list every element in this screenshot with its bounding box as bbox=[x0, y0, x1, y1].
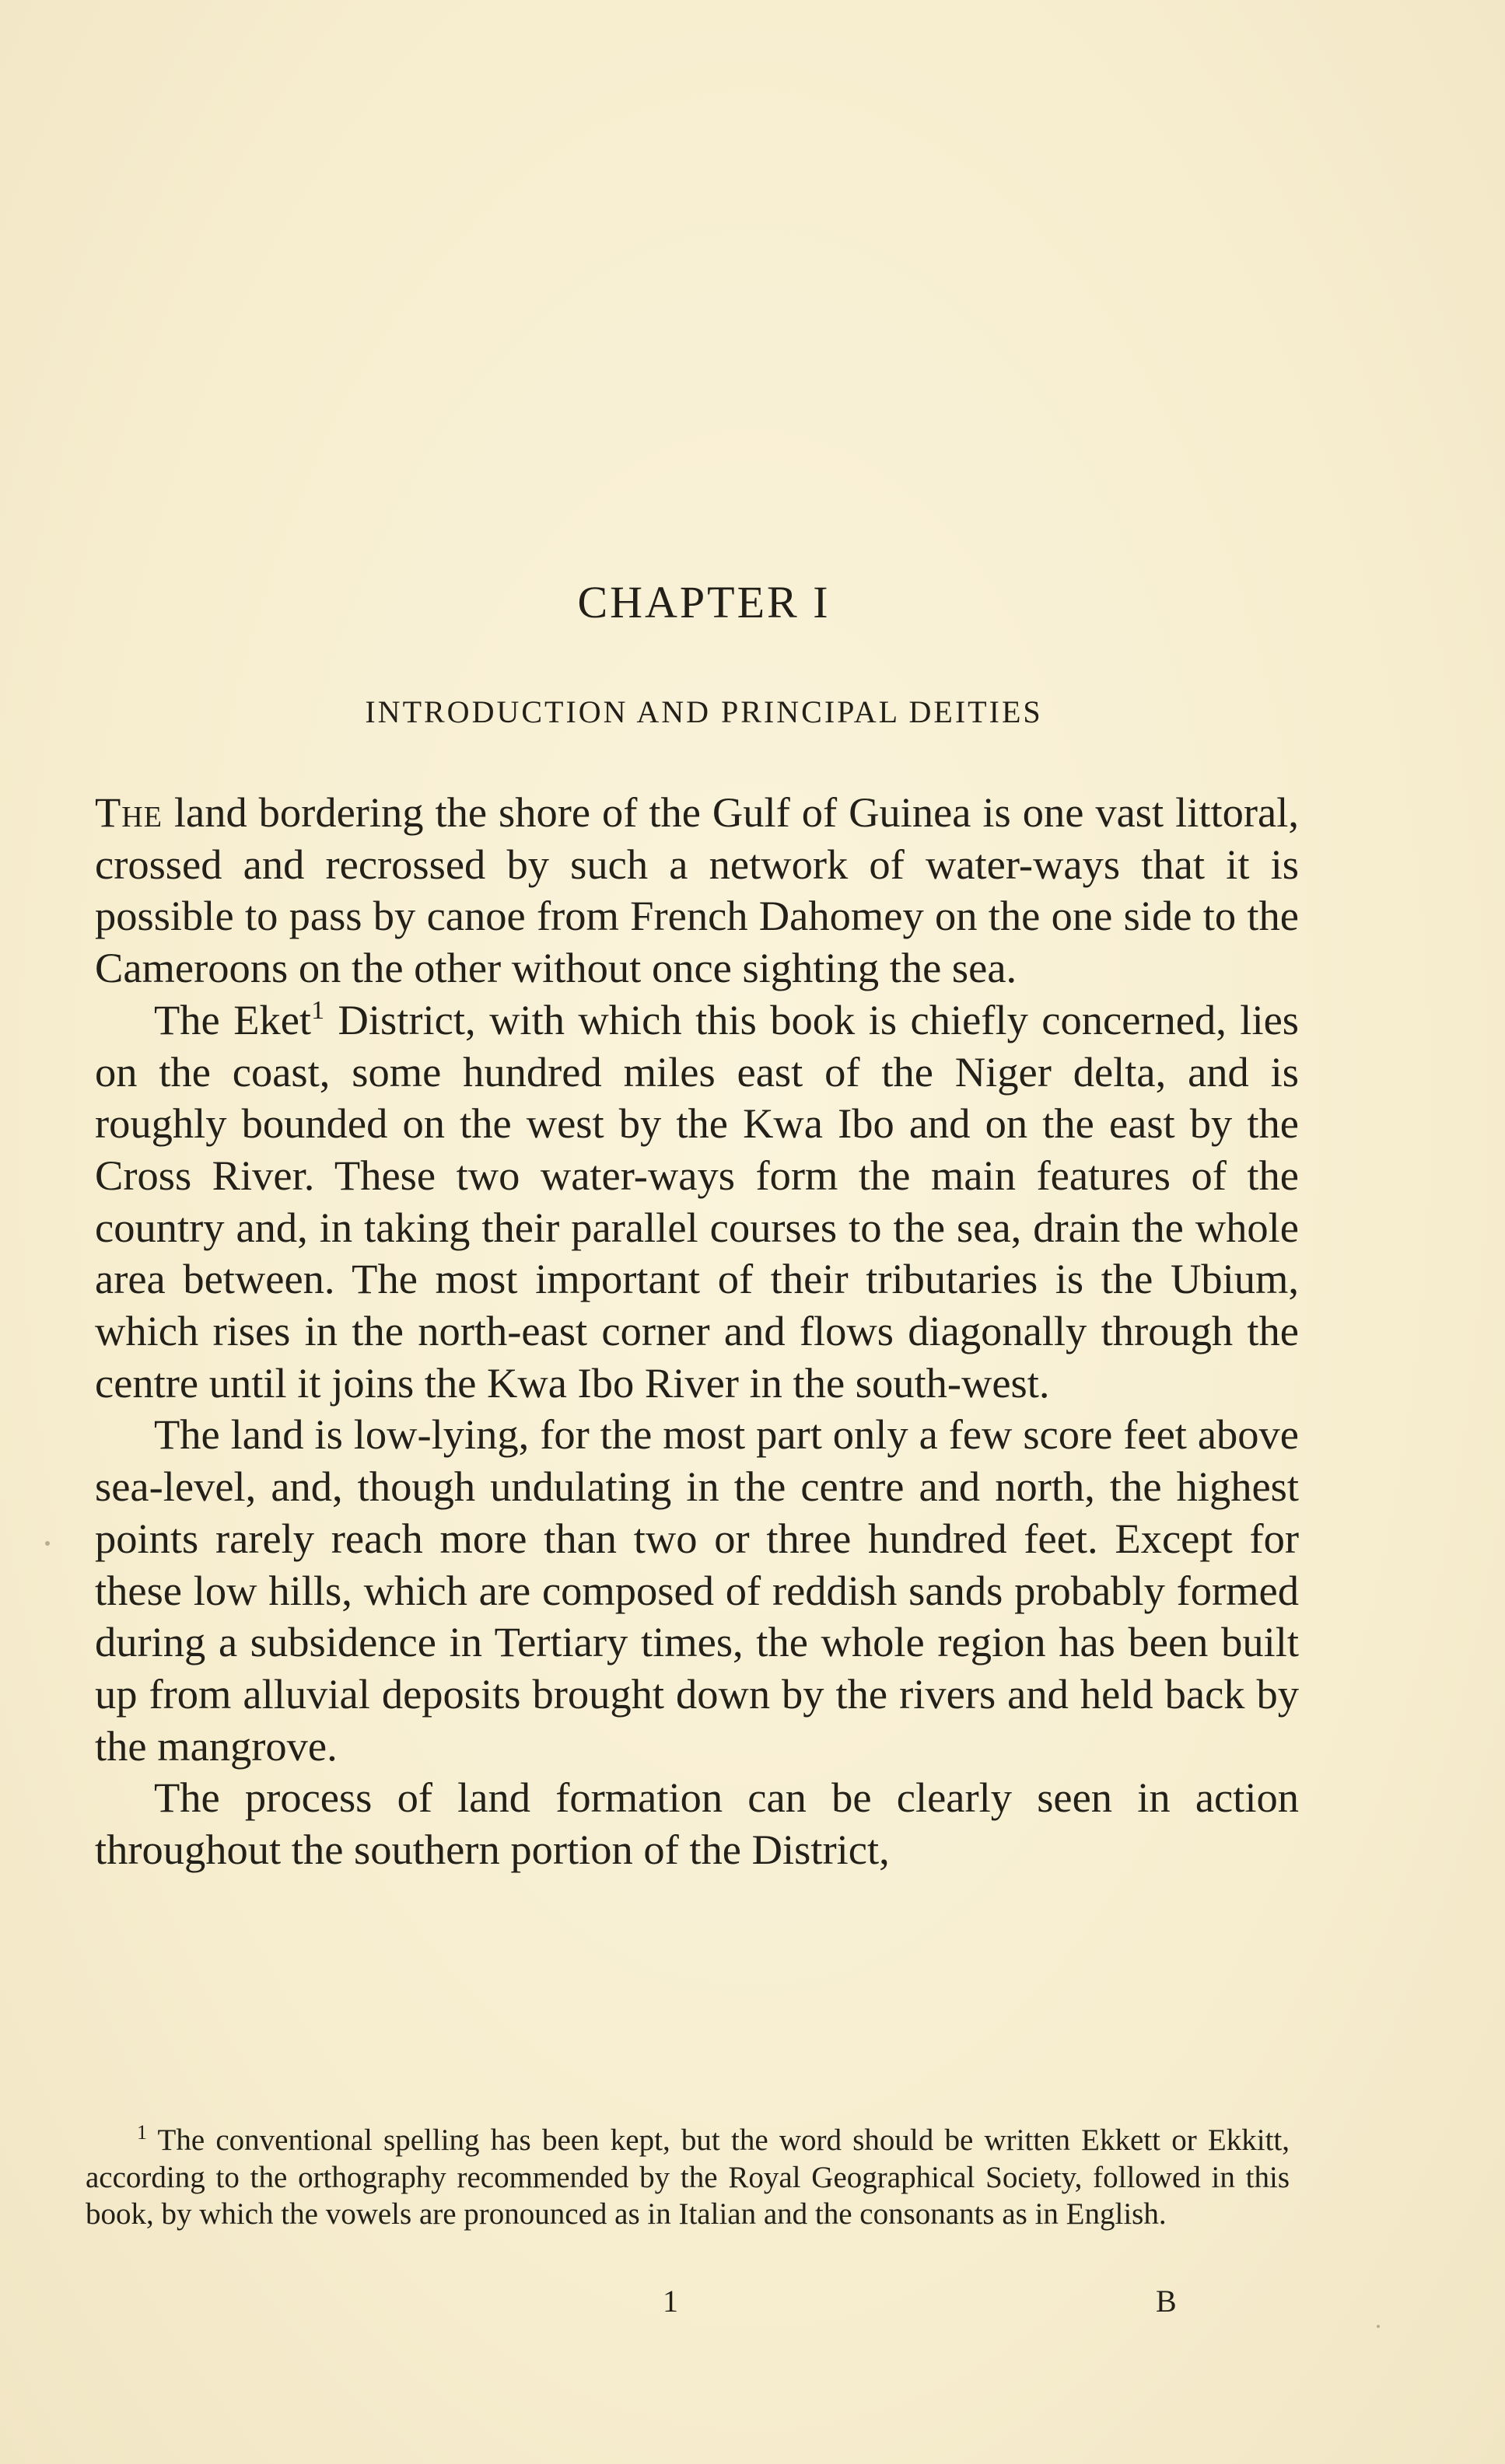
chapter-title: CHAPTER I bbox=[577, 577, 831, 627]
footnote bbox=[86, 2122, 1290, 2233]
page-number: 1 bbox=[663, 2284, 678, 2319]
footnote-paragraph bbox=[86, 2122, 1290, 2233]
paragraph-text: District, with which this book is chiefly concerned, lies on the coast, some hundred miles east of the Niger delta, and is roughly bounded on the west by the Kwa Ibo and on the east by the Cross River. These two water-ways form the main features of the country and, in taking their parallel courses to the sea, drain the whole area between. The most important of their tributaries is the Ubium, which rises in the north-east corner and flows diagonally through the centre until it joins the Kwa Ibo River in the south-west. bbox=[95, 995, 1299, 1407]
footnote-marker: 1 bbox=[137, 2121, 147, 2144]
chapter-subtitle: INTRODUCTION AND PRINCIPAL DEITIES bbox=[365, 694, 1043, 729]
paper-speck bbox=[45, 1541, 50, 1546]
paragraph-text: The Eket bbox=[154, 995, 312, 1043]
paragraph-lead-word: The bbox=[95, 788, 163, 836]
paragraph: The process of land formation can be clearly seen in action throughout the southern portion of the District, bbox=[95, 1774, 1299, 1874]
footnote-text: The conventional spelling has been kept, but the word should be written Ekkett or Ekkitt, according to the orthography recommended by the Royal Geographical Society, followed in this book, by which the vowels are pronounced as in Italian and the consonants as in English. bbox=[86, 2123, 1290, 2231]
paragraph: The land is low-lying, for the most part only a few score feet above sea-level, and, though undulating in the centre and north, the highest points rarely reach more than two or three hundred feet. Except for these low hills, which are composed of reddish sands probably formed during a subsidence in Tertiary times, the whole region has been built up from alluvial deposits brought down by the rivers and held back by the mangrove. bbox=[95, 1410, 1299, 1770]
footnote-reference: 1 bbox=[311, 995, 325, 1025]
paragraph bbox=[95, 787, 1299, 994]
body-text bbox=[95, 787, 1299, 1876]
paragraph bbox=[95, 994, 1299, 1410]
paper-speck bbox=[1377, 2325, 1380, 2328]
signature-mark: B bbox=[1156, 2284, 1177, 2319]
paragraph-text: land bordering the shore of the Gulf of Guinea is one vast littoral, crossed and recrossed by such a network of water-ways that it is possible to pass by canoe from French Dahomey on the one side to the Cameroons on the other without once sighting the sea. bbox=[95, 788, 1299, 992]
